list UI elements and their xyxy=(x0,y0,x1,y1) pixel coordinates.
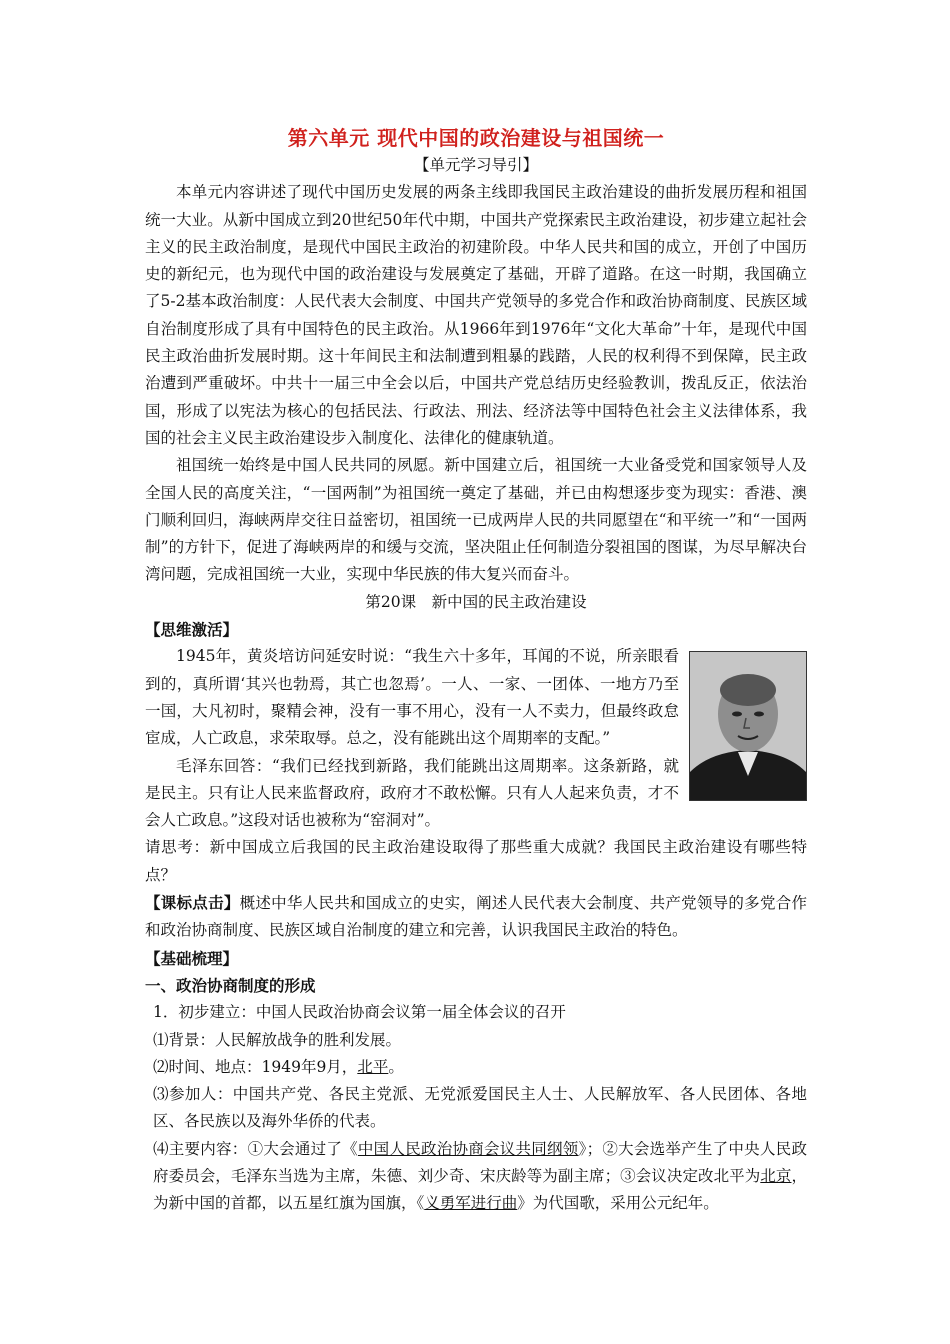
guide-paragraph-2: 祖国统一始终是中国人民共同的夙愿。新中国建立后，祖国统一大业备受党和国家领导人及全国人民的高度关注，“一国两制”为祖国统一奠定了基础，并已由构想逐步变为现实：香港、澳门顺利回归，海峡两岸交往日益密切，祖国统一已成两岸人民的共同愿望在“和平统一”和“一国两制”的方针下，促进了海峡两岸的和缓与交流，坚决阻止任何制造分裂祖国的图谋，为尽早解决台湾问题，完成祖国统一大业，实现中华民族的伟大复兴而奋斗。 xyxy=(145,456,807,584)
standard-text: 概述中华人民共和国成立的史实，阐述人民代表大会制度、共产党领导的多党合作和政治协商制度、民族区域自治制度的建立和完善，认识我国民主政治的特色。 xyxy=(145,894,807,940)
item-1: 1．初步建立：中国人民政治协商会议第一届全体会议的召开 xyxy=(153,1003,566,1022)
think-heading: 【思维激活】 xyxy=(145,620,239,640)
guide-paragraph-1: 本单元内容讲述了现代中国历史发展的两条主线即我国民主政治建设的曲折发展历程和祖国统一大业。从新中国成立到20世纪50年代中期，中国共产党探索民主政治建设，初步建立起社会主义的民主政治制度，是现代中国民主政治的初建阶段。中华人民共和国的成立，开创了中国历史的新纪元，也为现代中国的政治建设与发展奠定了基础，开辟了道路。在这一时期，我国确立了5-2基本政治制度：人民代表大会制度、中国共产党领导的多党合作和政治协商制度、民族区域自治制度形成了具有中国特色的民主政治。从1966年到1976年“文化大革命”十年，是现代中国民主政治曲折发展时期。这十年间民主和法制遭到粗暴的践踏，人民的权利得不到保障，民主政治遭到严重破坏。中共十一届三中全会以后，中国共产党总结历史经验教训，拨乱反正，依法治国，形成了以宪法为核心的包括民法、行政法、刑法、经济法等中国特色社会主义法律体系，我国的社会主义民主政治建设步入制度化、法律化的健康轨道。 xyxy=(145,183,807,447)
item-1-4-e: ，为新中国的首都，以五星红旗为国旗，《 xyxy=(153,1166,807,1213)
item-1-2 xyxy=(145,1054,807,1081)
think-question: 请思考：新中国成立后我国的民主政治建设取得了那些重大成就？我国民主政治建设有哪些特点？ xyxy=(145,838,807,884)
item-1-3: ⑶参加人：中国共产党、各民主党派、无党派爱国民主人士、人民解放军、各人民团体、各地区、各民族以及海外华侨的代表。 xyxy=(153,1085,807,1131)
item-1-4-a: ⑷主要内容：①大会通过了《 xyxy=(153,1139,358,1158)
think-paragraph-1: 1945年，黄炎培访问延安时说：“我生六十多年，耳闻的不说，所亲眼看到的，真所谓‘其兴也勃焉，其亡也忽焉’。一人、一家、一团体、一地方乃至一国，大凡初时，聚精会神，没有一事不用心，没有一人不卖力，但最终政怠宦成，人亡政息，求荣取辱。总之，没有能跳出这个周期率的支配。” xyxy=(145,647,679,748)
basic-heading: 【基础梳理】 xyxy=(145,948,239,968)
item-1-2-end: 。 xyxy=(388,1057,404,1076)
portrait-photo xyxy=(689,651,807,801)
item-1-2-text: ⑵时间、地点：1949年9月， xyxy=(153,1057,358,1076)
section-1-heading: 一、政治协商制度的形成 xyxy=(145,975,316,995)
item-1-4-anthem: 义勇军进行曲 xyxy=(424,1194,518,1213)
standard-heading: 【课标点击】 xyxy=(145,893,240,913)
item-1-1: ⑴背景：人民解放战争的胜利发展。 xyxy=(153,1030,402,1049)
portrait-illustration xyxy=(690,652,806,800)
standard-block xyxy=(145,889,807,945)
item-1-4-g: 》为代国歌，采用公元纪年。 xyxy=(517,1194,719,1213)
item-1-4 xyxy=(145,1136,807,1218)
item-1-2-place: 北平 xyxy=(357,1057,389,1076)
unit-title: 第六单元 现代中国的政治建设与祖国统一 xyxy=(287,126,665,150)
document-page xyxy=(145,124,807,1218)
item-1-4-capital: 北京 xyxy=(760,1166,792,1185)
lesson-title: 第20课 新中国的民主政治建设 xyxy=(365,592,587,611)
think-paragraph-2: 毛泽东回答：“我们已经找到新路，我们能跳出这周期率。这条新路，就是民主。只有让人民来监督政府，政府才不敢松懈。只有人人起来负责，才不会人亡政息。”这段对话也被称为“窑洞对”。 xyxy=(145,756,679,830)
item-1-4-program: 中国人民政治协商会议共同纲领 xyxy=(357,1139,579,1158)
guide-heading: 【单元学习导引】 xyxy=(413,156,538,174)
item-1-4-c: 》；②大会选举产生了中央人民政府委员会，毛泽东当选为主席，朱德、刘少奇、宋庆龄等为副主席；③会议决定改北平为 xyxy=(153,1139,807,1185)
